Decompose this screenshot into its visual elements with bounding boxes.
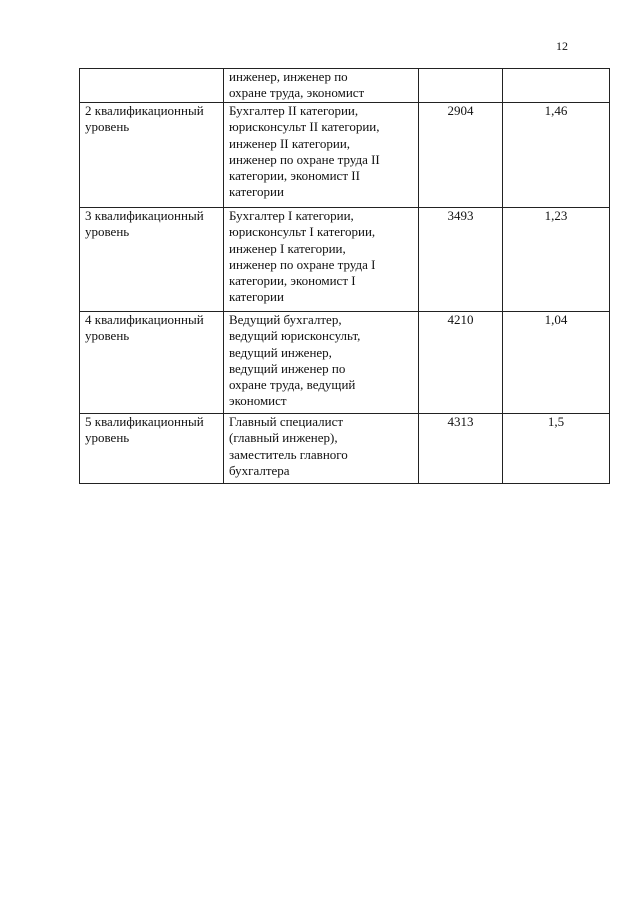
positions-cell (224, 103, 419, 208)
positions-text: инженер, инженер по охране труда, экономист (229, 69, 365, 101)
coefficient-text: 1,23 (544, 208, 568, 223)
coefficient-text: 1,5 (547, 414, 565, 429)
salary-text: 2904 (447, 103, 474, 118)
table-row (80, 312, 610, 414)
positions-cell (224, 312, 419, 414)
table-row (80, 414, 610, 484)
level-cell (80, 208, 224, 312)
coefficient-cell (503, 208, 610, 312)
table-row (80, 69, 610, 103)
positions-text: Главный специалист (главный инженер), заместитель главного бухгалтера (229, 414, 348, 478)
table-row (80, 103, 610, 208)
coefficient-cell (503, 103, 610, 208)
salary-text: 4210 (447, 312, 474, 327)
level-cell (80, 69, 224, 103)
qualification-table (79, 68, 610, 484)
coefficient-cell (503, 312, 610, 414)
level-text: 3 квалификационный уровень (85, 208, 204, 240)
level-cell (80, 103, 224, 208)
salary-text: 3493 (447, 208, 474, 223)
positions-text: Бухгалтер I категории, юрисконсульт I категории, инженер I категории, инженер по охране труда I категории, экономист I категории (229, 208, 376, 305)
positions-text: Бухгалтер II категории, юрисконсульт II категории, инженер II категории, инженер по охране труда II категории, экономист II категории (229, 103, 380, 200)
level-text: 5 квалификационный уровень (85, 414, 204, 446)
page-number: 12 (556, 39, 568, 53)
salary-cell (419, 103, 503, 208)
positions-cell (224, 414, 419, 484)
positions-cell (224, 69, 419, 103)
positions-text: Ведущий бухгалтер, ведущий юрисконсульт, ведущий инженер, ведущий инженер по охране труда, ведущий экономист (229, 312, 361, 409)
level-cell (80, 414, 224, 484)
level-text: 4 квалификационный уровень (85, 312, 204, 344)
salary-text: 4313 (447, 414, 474, 429)
salary-cell (419, 69, 503, 103)
positions-cell (224, 208, 419, 312)
level-text: 2 квалификационный уровень (85, 103, 204, 135)
salary-cell (419, 414, 503, 484)
salary-cell (419, 312, 503, 414)
salary-cell (419, 208, 503, 312)
coefficient-cell (503, 414, 610, 484)
coefficient-text: 1,04 (544, 312, 568, 327)
coefficient-text: 1,46 (544, 103, 568, 118)
coefficient-cell (503, 69, 610, 103)
table-row (80, 208, 610, 312)
level-cell (80, 312, 224, 414)
